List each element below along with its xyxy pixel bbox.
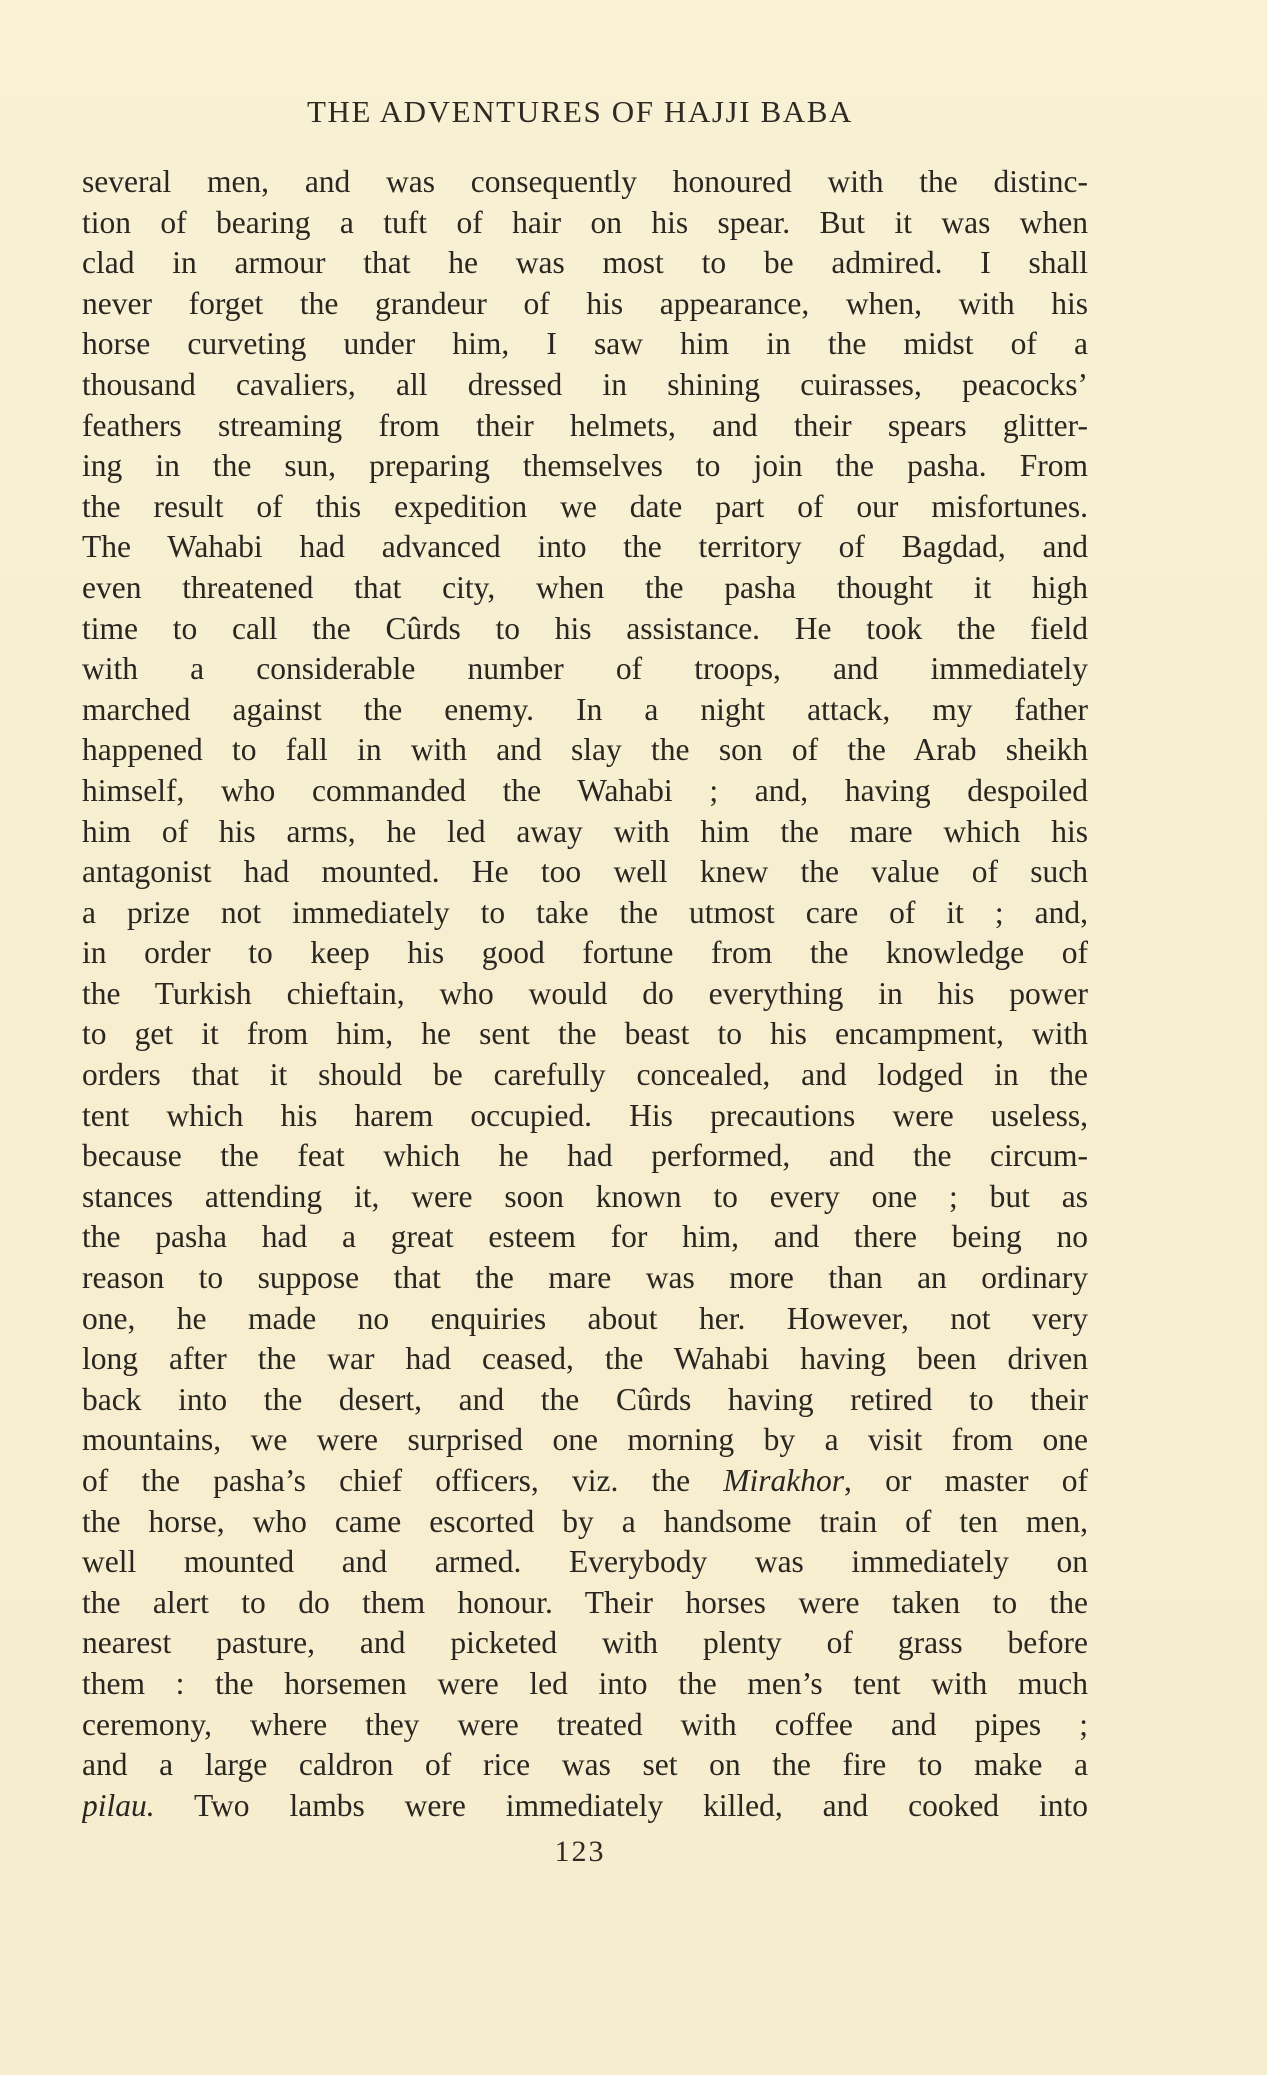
- text-line: back into the desert, and the Cûrds having retired to their: [82, 1381, 1088, 1417]
- text-line: time to call the Cûrds to his assistance. He took the field: [82, 610, 1088, 646]
- text-line: happened to fall in with and slay the son of the Arab sheikh: [82, 732, 1088, 768]
- text-line: feathers streaming from their helmets, and their spears glitter-: [82, 407, 1088, 443]
- text-line: never forget the grandeur of his appearance, when, with his: [82, 285, 1088, 321]
- text-line: the alert to do them honour. Their horses were taken to the: [82, 1584, 1088, 1620]
- text-line: them : the horsemen were led into the men’s tent with much: [82, 1665, 1088, 1701]
- text-line: nearest pasture, and picketed with plenty of grass before: [82, 1625, 1088, 1661]
- running-head: THE ADVENTURES OF HAJJI BABA: [307, 94, 853, 129]
- body-text: [82, 162, 1088, 1826]
- text-line: stances attending it, were soon known to every one ; but as: [82, 1178, 1088, 1214]
- text-line: horse curveting under him, I saw him in the midst of a: [82, 326, 1088, 362]
- text-line: orders that it should be carefully concealed, and lodged in the: [82, 1057, 1088, 1093]
- text-line: several men, and was consequently honoured with the distinc-: [82, 164, 1088, 199]
- text-line: to get it from him, he sent the beast to his encampment, with: [82, 1016, 1088, 1052]
- text-line: and a large caldron of rice was set on the fire to make a: [82, 1747, 1088, 1783]
- text-line: one, he made no enquiries about her. However, not very: [82, 1300, 1088, 1336]
- text-line: a prize not immediately to take the utmost care of it ; and,: [82, 894, 1088, 930]
- text-line: the pasha had a great esteem for him, and there being no: [82, 1219, 1088, 1255]
- text-line: marched against the enemy. In a night attack, my father: [82, 691, 1088, 727]
- text-line: antagonist had mounted. He too well knew the value of such: [82, 854, 1088, 890]
- text-line: tion of bearing a tuft of hair on his spear. But it was when: [82, 204, 1088, 240]
- text-line: the result of this expedition we date part of our misfortunes.: [82, 488, 1088, 524]
- text-line: because the feat which he had performed, and the circum-: [82, 1138, 1088, 1174]
- text-line: clad in armour that he was most to be admired. I shall: [82, 245, 1088, 281]
- text-line: ceremony, where they were treated with coffee and pipes ;: [82, 1706, 1088, 1742]
- text-line: mountains, we were surprised one morning by a visit from one: [82, 1422, 1088, 1458]
- text-line: long after the war had ceased, the Wahabi having been driven: [82, 1341, 1088, 1377]
- text-line: pilau. Two lambs were immediately killed, and cooked into: [82, 1787, 1088, 1823]
- text-line: tent which his harem occupied. His precautions were useless,: [82, 1097, 1088, 1133]
- text-line: in order to keep his good fortune from the knowledge of: [82, 935, 1088, 971]
- text-line: of the pasha’s chief officers, viz. the Mirakhor, or master of: [82, 1463, 1088, 1498]
- text-line: him of his arms, he led away with him the mare which his: [82, 813, 1088, 849]
- text-line: The Wahabi had advanced into the territory of Bagdad, and: [82, 529, 1088, 565]
- text-line: ing in the sun, preparing themselves to join the pasha. From: [82, 448, 1088, 484]
- text-line: reason to suppose that the mare was more than an ordinary: [82, 1260, 1088, 1296]
- text-line: the horse, who came escorted by a handsome train of ten men,: [82, 1503, 1088, 1539]
- text-line: with a considerable number of troops, and immediately: [82, 651, 1088, 687]
- text-line: well mounted and armed. Everybody was immediately on: [82, 1544, 1088, 1580]
- text-line: the Turkish chieftain, who would do everything in his power: [82, 975, 1088, 1011]
- text-line: thousand cavaliers, all dressed in shining cuirasses, peacocks’: [82, 366, 1088, 402]
- page-number: 123: [554, 1835, 606, 1868]
- text-line: himself, who commanded the Wahabi ; and, having despoiled: [82, 772, 1088, 808]
- text-line: even threatened that city, when the pasha thought it high: [82, 569, 1088, 605]
